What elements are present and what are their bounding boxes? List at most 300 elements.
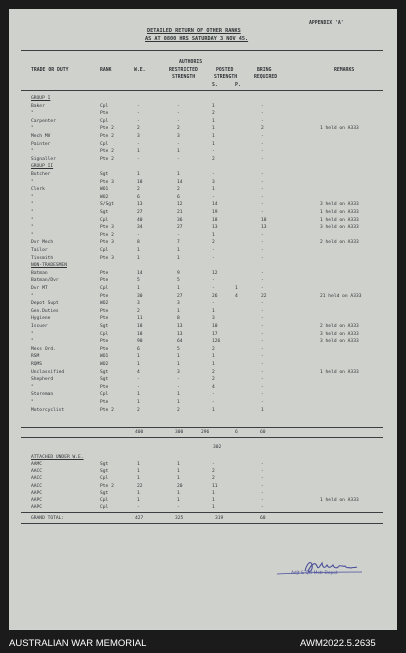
attached-s: 1: [212, 490, 215, 496]
attached-rank: Pte 2: [100, 483, 114, 489]
row-rank: Pte 3: [100, 255, 114, 261]
row-req: -: [261, 232, 264, 238]
row-we: 4: [137, 369, 140, 375]
row-rank: Pte 3: [100, 179, 114, 185]
grand-total-s: 319: [215, 516, 224, 521]
row-s: -: [212, 400, 215, 405]
row-trade: ": [31, 331, 34, 337]
row-rem: 3 held on A333: [320, 331, 359, 337]
row-trade: NON-TRADESMEN: [31, 263, 67, 269]
row-auth: -: [177, 156, 180, 162]
row-s: 1: [212, 126, 215, 132]
row-we: -: [137, 377, 140, 383]
row-rank: Pte: [100, 316, 109, 322]
row-s: 17: [212, 331, 218, 337]
row-trade: Tailor: [31, 248, 48, 253]
row-auth: 7: [177, 240, 180, 246]
row-auth: 9: [177, 270, 180, 276]
row-we: -: [137, 103, 140, 109]
row-trade: Butcher: [31, 172, 51, 177]
row-req: -: [261, 156, 264, 162]
row-trade: Clerk: [31, 187, 45, 193]
row-req: -: [261, 210, 264, 215]
row-trade: ": [31, 202, 34, 208]
row-trade: Issuer: [31, 324, 48, 329]
attached-req: -: [261, 462, 264, 467]
header-auth-1: AUTHORIS: [179, 60, 203, 65]
attached-trade: AAPC: [31, 490, 43, 496]
row-rank: Cpl: [100, 141, 109, 147]
row-s: 14: [212, 202, 218, 208]
row-auth: 1: [177, 149, 180, 155]
row-s: -: [212, 255, 215, 261]
row-trade: Mech MV: [31, 134, 51, 139]
row-we: 6: [137, 194, 140, 200]
header-rank: RANK: [100, 68, 112, 73]
row-auth: 3: [177, 301, 180, 307]
row-we: 30: [137, 293, 143, 299]
row-auth: 3: [177, 134, 180, 139]
row-s: 19: [212, 210, 218, 215]
row-we: -: [137, 156, 140, 162]
row-auth: 1: [177, 308, 180, 314]
row-auth: 1: [177, 255, 180, 261]
row-s: 13: [212, 225, 218, 231]
row-auth: 13: [177, 324, 183, 329]
row-auth: 5: [177, 346, 180, 352]
row-s: 1: [212, 354, 215, 360]
row-rem: 3 held on A333: [320, 225, 359, 231]
grand-total-we: 427: [135, 516, 144, 521]
subtotal-req: 60: [260, 430, 266, 435]
row-auth: 27: [177, 293, 183, 299]
grand-top-rule: [21, 512, 383, 513]
row-req: -: [261, 354, 264, 360]
attached-req: -: [261, 483, 264, 489]
row-s: 126: [212, 339, 221, 345]
row-s: -: [212, 194, 215, 200]
row-rank: Cpl: [100, 331, 109, 337]
row-req: -: [261, 362, 264, 367]
row-rank: Cpl: [100, 118, 109, 124]
row-we: 8: [137, 240, 140, 246]
row-rank: Pte 2: [100, 126, 114, 132]
row-auth: 1: [177, 354, 180, 360]
row-req: -: [261, 172, 264, 177]
row-auth: -: [177, 103, 180, 109]
attached-rem: 1 held on A333: [320, 498, 359, 503]
subtotal-combined: 302: [213, 445, 222, 450]
row-req: -: [261, 324, 264, 329]
row-trade: Signaller: [31, 156, 56, 162]
row-req: -: [261, 286, 264, 291]
row-trade: Motorcyclist: [31, 407, 65, 413]
row-auth: -: [177, 141, 180, 147]
attached-auth: 20: [177, 483, 183, 489]
archive-footer: [0, 630, 406, 653]
row-auth: -: [177, 377, 180, 383]
attached-s: 1: [212, 498, 215, 503]
row-trade: Painter: [31, 141, 51, 147]
attached-req: -: [261, 469, 264, 475]
row-s: 12: [212, 270, 218, 276]
row-auth: 3: [177, 369, 180, 375]
row-s: 2: [212, 346, 215, 352]
row-rank: Pte: [100, 308, 109, 314]
attached-rank: Cpl: [100, 498, 109, 503]
row-s: 10: [212, 324, 218, 329]
row-rank: Pte: [100, 270, 109, 276]
row-req: -: [261, 149, 264, 155]
row-rank: WO1: [100, 354, 109, 360]
row-rank: Pte: [100, 111, 109, 117]
row-we: 3: [137, 301, 140, 307]
row-auth: 12: [177, 202, 183, 208]
row-we: -: [137, 118, 140, 124]
row-trade: Baker: [31, 103, 45, 109]
row-req: 13: [261, 225, 267, 231]
attached-s: 2: [212, 476, 215, 482]
row-trade: ": [31, 225, 34, 231]
row-auth: 2: [177, 187, 180, 193]
row-trade: ": [31, 400, 34, 405]
row-we: 11: [137, 316, 143, 322]
row-req: -: [261, 377, 264, 383]
header-bottom-rule: [21, 90, 383, 91]
row-rem: 2 held on A333: [320, 324, 359, 329]
header-auth-3: STRENGTH: [172, 75, 196, 80]
row-we: 18: [137, 179, 143, 185]
row-req: -: [261, 301, 264, 307]
header-posted-2: STRENGTH: [214, 75, 238, 80]
attached-rank: Sgt: [100, 469, 109, 475]
row-we: 2: [137, 308, 140, 314]
attached-rank: Cpl: [100, 505, 109, 511]
row-we: 1: [137, 286, 140, 291]
row-auth: 14: [177, 179, 183, 185]
row-rem: 21 held on A333: [320, 293, 362, 299]
attached-auth: 1: [177, 469, 180, 475]
row-req: -: [261, 331, 264, 337]
row-s: 2: [212, 369, 215, 375]
attached-we: 1: [137, 462, 140, 467]
row-s: 26: [212, 293, 218, 299]
row-trade: Carpenter: [31, 118, 56, 124]
subtotal-we: 400: [135, 430, 144, 435]
row-rank: Cpl: [100, 286, 109, 291]
row-s: 1: [212, 232, 215, 238]
row-req: -: [261, 400, 264, 405]
footer-accession-number: AWM2022.5.2635: [300, 638, 376, 649]
row-s: 1: [212, 141, 215, 147]
row-s: 1: [212, 134, 215, 139]
row-we: -: [137, 384, 140, 390]
row-rank: Sgt: [100, 369, 109, 375]
row-auth: 27: [177, 225, 183, 231]
row-trade: ": [31, 194, 34, 200]
grand-total-label: GRAND TOTAL:: [31, 516, 65, 521]
row-req: -: [261, 141, 264, 147]
row-req: -: [261, 118, 264, 124]
attached-auth: 1: [177, 498, 180, 503]
subtotal-top-rule: [21, 427, 383, 428]
row-req: -: [261, 255, 264, 261]
attached-s: 2: [212, 469, 215, 475]
row-auth: 5: [177, 278, 180, 284]
row-auth: 1: [177, 172, 180, 177]
attached-we: 1: [137, 490, 140, 496]
attached-s: 11: [212, 483, 218, 489]
row-rank: Cpl: [100, 392, 109, 398]
row-rank: Pte 2: [100, 149, 114, 155]
row-trade: Shepherd: [31, 377, 54, 383]
row-rank: WO2: [100, 194, 109, 200]
row-rank: Cpl: [100, 217, 109, 223]
footer-institution: AUSTRALIAN WAR MEMORIAL: [9, 638, 147, 649]
row-we: 90: [137, 339, 143, 345]
row-rank: Pte: [100, 339, 109, 345]
row-auth: 6: [177, 194, 180, 200]
row-we: 3: [137, 134, 140, 139]
row-s: 2: [212, 111, 215, 117]
attached-we: 22: [137, 483, 143, 489]
row-trade: Mess Ord.: [31, 346, 56, 352]
row-we: 1: [137, 362, 140, 367]
attached-we: 1: [137, 498, 140, 503]
row-req: -: [261, 134, 264, 139]
row-req: 18: [261, 217, 267, 223]
row-trade: GROUP I: [31, 96, 51, 101]
row-auth: -: [177, 232, 180, 238]
row-trade: GROUP II: [31, 164, 54, 170]
grand-bottom-rule: [21, 523, 383, 524]
attached-trade: AAPC: [31, 505, 43, 511]
row-rank: Pte: [100, 384, 109, 390]
row-we: 18: [137, 331, 143, 337]
row-we: 1: [137, 392, 140, 398]
attached-rank: Sgt: [100, 490, 109, 496]
row-rank: Sgt: [100, 377, 109, 383]
row-s: 4: [212, 384, 215, 390]
row-req: 2: [261, 126, 264, 132]
grand-total-auth: 325: [175, 516, 184, 521]
row-trade: ": [31, 217, 34, 223]
document-title: DETAILED RETURN OF OTHER RANKS: [147, 28, 241, 34]
row-trade: RQMS: [31, 362, 43, 367]
row-rank: Cpl: [100, 248, 109, 253]
row-trade: ": [31, 210, 34, 215]
attached-req: -: [261, 498, 264, 503]
attached-s: 1: [212, 505, 215, 511]
appendix-label: APPENDIX 'A': [309, 21, 344, 26]
row-trade: Dvr MT: [31, 286, 48, 291]
row-trade: Storeman: [31, 392, 54, 398]
attached-auth: -: [177, 505, 180, 511]
header-p: P.: [235, 83, 241, 88]
row-trade: RSM: [31, 354, 40, 360]
row-s: 18: [212, 217, 218, 223]
row-rem: 3 held on A333: [320, 202, 359, 208]
header-bring-1: BRING: [257, 68, 272, 73]
row-s: -: [212, 286, 215, 291]
row-s: 2: [212, 156, 215, 162]
signature-caption: Adjt & Qtr Mstr Depot: [291, 571, 338, 576]
subtotal-s: 296: [201, 430, 210, 435]
row-auth: 2: [177, 126, 180, 132]
attached-trade: AACC: [31, 469, 43, 475]
row-s: -: [212, 301, 215, 307]
row-we: -: [137, 232, 140, 238]
row-s: -: [212, 278, 215, 284]
document-subtitle: AS AT 0800 HRS SATURDAY 3 NOV 45.: [145, 36, 249, 42]
row-req: -: [261, 187, 264, 193]
header-s: S.: [212, 83, 218, 88]
header-bring-2: REQUIRED: [254, 75, 278, 80]
row-rem: 1 held on A333: [320, 369, 359, 375]
row-req: -: [261, 111, 264, 117]
header-remarks: REMARKS: [334, 68, 355, 73]
row-rank: Pte 3: [100, 240, 114, 246]
row-s: 2: [212, 240, 215, 246]
row-trade: ": [31, 126, 34, 132]
row-auth: 21: [177, 210, 183, 215]
row-s: -: [212, 248, 215, 253]
attached-trade: AAMC: [31, 462, 43, 467]
row-s: 3: [212, 179, 215, 185]
row-auth: -: [177, 118, 180, 124]
row-rank: Sgt: [100, 210, 109, 215]
row-req: -: [261, 308, 264, 314]
row-rank: Pte 3: [100, 225, 114, 231]
row-trade: ": [31, 293, 34, 299]
row-rank: Pte 2: [100, 407, 114, 413]
row-req: -: [261, 194, 264, 200]
row-rank: WO2: [100, 362, 109, 367]
row-rank: WO2: [100, 301, 109, 307]
row-req: -: [261, 369, 264, 375]
row-rank: Pte 2: [100, 134, 114, 139]
row-auth: 36: [177, 217, 183, 223]
row-auth: 2: [177, 407, 180, 413]
row-we: 2: [137, 126, 140, 132]
row-auth: 1: [177, 286, 180, 291]
row-we: 1: [137, 354, 140, 360]
row-p: 1: [235, 286, 238, 291]
row-rem: 1 held on A333: [320, 210, 359, 215]
row-auth: 8: [177, 316, 180, 322]
subtotal-p: 6: [235, 430, 238, 435]
attached-req: -: [261, 505, 264, 511]
row-auth: 64: [177, 339, 183, 345]
row-req: -: [261, 179, 264, 185]
row-rem: 3 held on A333: [320, 339, 359, 345]
subtotal-auth: 300: [175, 430, 184, 435]
row-trade: ": [31, 384, 34, 390]
row-we: 1: [137, 149, 140, 155]
header-top-rule: [21, 50, 383, 51]
attached-we: -: [137, 505, 140, 511]
row-req: -: [261, 103, 264, 109]
row-trade: Dvr Mech: [31, 240, 54, 246]
row-s: -: [212, 392, 215, 398]
row-req: -: [261, 270, 264, 276]
row-s: 1: [212, 103, 215, 109]
attached-heading: ATTACHED UNDER W.E.: [31, 455, 84, 460]
row-req: -: [261, 339, 264, 345]
row-req: -: [261, 278, 264, 284]
row-we: 1: [137, 248, 140, 253]
attached-auth: 1: [177, 476, 180, 482]
row-rank: WO1: [100, 187, 109, 193]
row-trade: Hygiene: [31, 316, 51, 322]
row-we: 2: [137, 407, 140, 413]
attached-auth: 1: [177, 462, 180, 467]
row-rank: Pte: [100, 278, 109, 284]
header-auth-2: RESTRICTED: [169, 68, 198, 73]
row-we: 40: [137, 217, 143, 223]
attached-we: 1: [137, 476, 140, 482]
row-req: -: [261, 316, 264, 322]
row-we: 1: [137, 172, 140, 177]
row-rank: Sgt: [100, 172, 109, 177]
attached-trade: AACC: [31, 483, 43, 489]
row-trade: Gen.Duties: [31, 308, 59, 314]
row-req: -: [261, 202, 264, 208]
row-rem: 2 held on A333: [320, 240, 359, 246]
attached-req: -: [261, 490, 264, 496]
attached-trade: AACC: [31, 476, 43, 482]
row-rank: Pte 2: [100, 156, 114, 162]
row-s: 3: [212, 316, 215, 322]
row-trade: ": [31, 111, 34, 117]
row-req: 1: [261, 407, 264, 413]
row-we: 2: [137, 187, 140, 193]
row-we: 1: [137, 255, 140, 261]
row-req: -: [261, 248, 264, 253]
row-auth: 1: [177, 362, 180, 367]
row-auth: -: [177, 384, 180, 390]
row-s: 1: [212, 187, 215, 193]
row-rank: Pte: [100, 400, 109, 405]
row-auth: -: [177, 111, 180, 117]
row-we: 34: [137, 225, 143, 231]
row-s: 1: [212, 362, 215, 367]
row-s: -: [212, 149, 215, 155]
row-rank: Pte: [100, 293, 109, 299]
row-we: 1: [137, 400, 140, 405]
row-we: 6: [137, 346, 140, 352]
document-page: [9, 9, 397, 630]
row-s: 2: [212, 377, 215, 383]
row-we: 18: [137, 324, 143, 329]
row-rank: Sgt: [100, 324, 109, 329]
row-we: -: [137, 141, 140, 147]
subtotal-bottom-rule: [21, 437, 383, 438]
header-posted-1: POSTED: [216, 68, 234, 73]
header-trade: TRADE OR DUTY: [31, 68, 69, 73]
grand-total-req: 60: [260, 516, 266, 521]
row-we: -: [137, 111, 140, 117]
attached-auth: 1: [177, 490, 180, 496]
row-req: -: [261, 384, 264, 390]
row-trade: Unclassified: [31, 369, 65, 375]
row-s: 1: [212, 308, 215, 314]
row-trade: ": [31, 149, 34, 155]
row-we: 27: [137, 210, 143, 215]
row-auth: 1: [177, 392, 180, 398]
row-rank: Pte 2: [100, 232, 114, 238]
row-rank: Cpl: [100, 103, 109, 109]
